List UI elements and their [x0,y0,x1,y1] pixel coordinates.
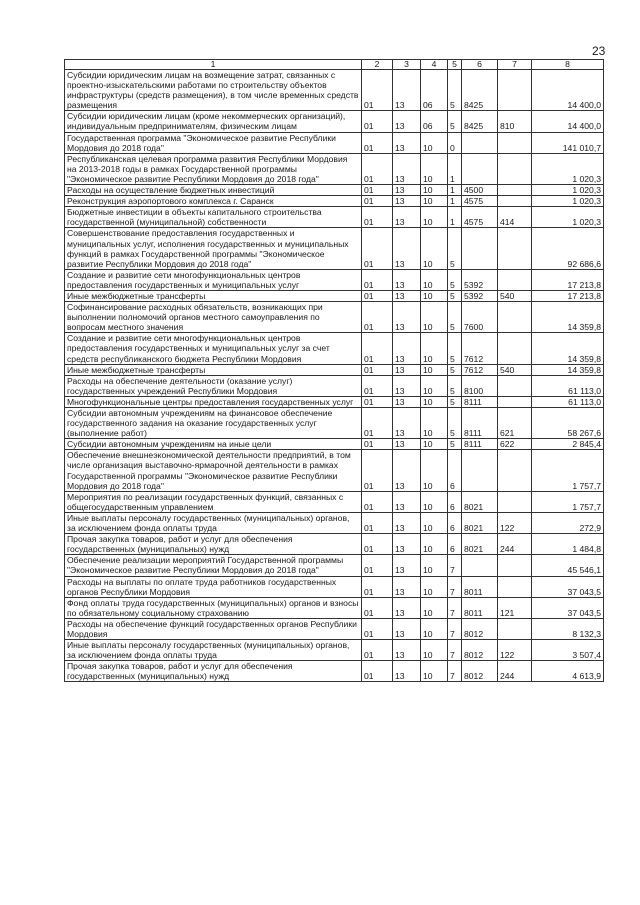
row-code-3: 13 [393,364,421,375]
row-code-3: 13 [393,576,421,597]
row-code-6: 8011 [462,576,498,597]
table-row [65,196,604,207]
row-code-2: 01 [362,408,393,439]
row-code-5: 5 [448,302,462,333]
row-code-5: 5 [448,364,462,375]
row-amount: 1 484,8 [532,534,604,555]
row-amount: 61 113,0 [532,396,604,407]
row-amount: 61 113,0 [532,375,604,396]
row-code-3: 13 [393,185,421,196]
row-name: Расходы на осуществление бюджетных инвестиций [65,185,362,196]
row-amount: 2 845,4 [532,439,604,450]
row-code-6: 8021 [462,534,498,555]
row-code-7 [498,185,532,196]
row-code-5: 1 [448,185,462,196]
row-code-2: 01 [362,597,393,618]
row-code-2: 01 [362,228,393,269]
row-code-7 [498,228,532,269]
row-code-5: 1 [448,196,462,207]
row-code-6 [462,450,498,491]
row-amount: 17 213,8 [532,269,604,290]
row-code-7 [498,555,532,576]
row-code-6: 8012 [462,618,498,639]
row-code-7 [498,333,532,364]
row-code-6 [462,132,498,153]
table-row [65,512,604,533]
row-code-2: 01 [362,153,393,184]
row-code-3: 13 [393,450,421,491]
row-code-2: 01 [362,207,393,228]
row-code-4: 10 [421,375,448,396]
row-code-7: 244 [498,661,532,682]
row-code-7 [498,196,532,207]
table-row [65,555,604,576]
row-name: Реконструкция аэропортового комплекса г. Саранск [65,196,362,207]
row-name: Субсидии юридическим лицам на возмещение затрат, связанных с проектно-изыскательскими работами по строительству объектов инфраструктуры (средств размещения), в том числе временных средств размещения [65,70,362,111]
table-row [65,534,604,555]
row-code-5: 1 [448,153,462,184]
row-code-7 [498,153,532,184]
row-code-2: 01 [362,576,393,597]
page-number: 23 [592,44,606,58]
row-name: Субсидии автономным учреждениям на иные цели [65,439,362,450]
row-code-2: 01 [362,640,393,661]
table-row [65,491,604,512]
row-code-4: 06 [421,111,448,132]
row-code-5: 7 [448,576,462,597]
row-code-3: 13 [393,618,421,639]
row-name: Фонд оплаты труда государственных (муниципальных) органов и взносы по обязательному социальному страхованию [65,597,362,618]
row-code-6: 8425 [462,70,498,111]
row-name: Иные межбюджетные трансферты [65,290,362,301]
row-code-7 [498,618,532,639]
row-name: Расходы на обеспечение деятельности (оказание услуг) государственных учреждений Республики Мордовия [65,375,362,396]
row-code-3: 13 [393,290,421,301]
column-header: 6 [462,60,498,70]
row-code-5: 6 [448,534,462,555]
row-code-2: 01 [362,534,393,555]
row-code-7: 244 [498,534,532,555]
row-code-6: 5392 [462,269,498,290]
row-code-4: 06 [421,70,448,111]
row-amount: 14 400,0 [532,111,604,132]
row-code-4: 10 [421,290,448,301]
row-code-6: 8111 [462,396,498,407]
row-name: Республиканская целевая программа развития Республики Мордовия на 2013-2018 годы в рамках Государственной программы "Экономическое развитие Республики Мордовия до 2018 года" [65,153,362,184]
row-amount: 272,9 [532,512,604,533]
column-header: 3 [393,60,421,70]
row-name: Обеспечение реализации мероприятий Государственной программы "Экономическое развитие Республики Мордовия до 2018 года" [65,555,362,576]
row-code-7 [498,302,532,333]
row-amount: 37 043,5 [532,597,604,618]
row-code-4: 10 [421,555,448,576]
row-code-7 [498,375,532,396]
row-code-3: 13 [393,512,421,533]
row-code-6 [462,153,498,184]
row-code-6: 8012 [462,640,498,661]
row-amount: 141 010,7 [532,132,604,153]
row-code-4: 10 [421,640,448,661]
row-name: Многофункциональные центры предоставления государственных услуг [65,396,362,407]
row-code-6 [462,555,498,576]
column-header: 1 [65,60,362,70]
row-name: Субсидии юридическим лицам (кроме некоммерческих организаций), индивидуальным предпринимателям, физическим лицам [65,111,362,132]
table-row [65,269,604,290]
row-code-7 [498,576,532,597]
row-code-4: 10 [421,153,448,184]
row-name: Создание и развитие сети многофункциональных центров предоставления государственных и муниципальных услуг [65,269,362,290]
row-code-4: 10 [421,364,448,375]
row-code-7 [498,450,532,491]
table-row [65,70,604,111]
row-name: Создание и развитие сети многофункциональных центров предоставления государственных и муниципальных услуг за счет средств республиканского бюджета Республики Мордовия [65,333,362,364]
row-code-4: 10 [421,576,448,597]
row-code-4: 10 [421,333,448,364]
row-name: Расходы на выплаты по оплате труда работников государственных органов Республики Мордовия [65,576,362,597]
row-code-3: 13 [393,111,421,132]
row-code-2: 01 [362,512,393,533]
row-code-4: 10 [421,408,448,439]
row-code-3: 13 [393,302,421,333]
row-code-5: 7 [448,618,462,639]
row-code-6: 8111 [462,408,498,439]
row-code-2: 01 [362,70,393,111]
row-code-4: 10 [421,618,448,639]
row-amount: 45 546,1 [532,555,604,576]
row-code-6: 8425 [462,111,498,132]
row-code-4: 10 [421,207,448,228]
row-code-4: 10 [421,196,448,207]
row-code-3: 13 [393,70,421,111]
row-code-6: 5392 [462,290,498,301]
row-code-2: 01 [362,302,393,333]
row-name: Иные выплаты персоналу государственных (муниципальных) органов, за исключением фонда оплаты труда [65,640,362,661]
row-amount: 8 132,3 [532,618,604,639]
row-code-7: 621 [498,408,532,439]
row-code-4: 10 [421,491,448,512]
table-row [65,597,604,618]
row-code-2: 01 [362,364,393,375]
row-code-5: 7 [448,640,462,661]
row-code-4: 10 [421,396,448,407]
row-code-4: 10 [421,132,448,153]
table-row [65,333,604,364]
row-code-7: 414 [498,207,532,228]
row-code-2: 01 [362,196,393,207]
row-code-4: 10 [421,228,448,269]
row-code-7: 540 [498,290,532,301]
row-name: Прочая закупка товаров, работ и услуг для обеспечения государственных (муниципальных) нужд [65,661,362,682]
row-code-2: 01 [362,132,393,153]
row-name: Софинансирование расходных обязательств, возникающих при выполнении полномочий органов местного самоуправления по вопросам местного значения [65,302,362,333]
row-amount: 1 020,3 [532,185,604,196]
row-code-7: 810 [498,111,532,132]
row-code-4: 10 [421,512,448,533]
table-row [65,450,604,491]
row-code-2: 01 [362,450,393,491]
row-code-3: 13 [393,333,421,364]
row-amount: 1 757,7 [532,491,604,512]
row-amount: 1 757,7 [532,450,604,491]
row-name: Бюджетные инвестиции в объекты капитального строительства государственной (муниципальной) собственности [65,207,362,228]
row-code-5: 5 [448,70,462,111]
row-code-6: 8100 [462,375,498,396]
row-code-2: 01 [362,491,393,512]
table-body [65,70,604,682]
table-row [65,661,604,682]
row-code-4: 10 [421,597,448,618]
row-code-3: 13 [393,661,421,682]
row-code-3: 13 [393,640,421,661]
row-amount: 14 359,8 [532,302,604,333]
row-code-3: 13 [393,132,421,153]
row-code-4: 10 [421,302,448,333]
row-code-5: 5 [448,290,462,301]
column-header: 2 [362,60,393,70]
row-code-5: 5 [448,228,462,269]
row-amount: 4 613,9 [532,661,604,682]
row-code-7: 122 [498,640,532,661]
row-code-6: 8011 [462,597,498,618]
row-code-6: 4575 [462,196,498,207]
row-code-7 [498,396,532,407]
column-header: 5 [448,60,462,70]
table-row [65,228,604,269]
row-code-3: 13 [393,396,421,407]
row-code-7 [498,269,532,290]
row-code-5: 7 [448,661,462,682]
row-code-5: 5 [448,269,462,290]
row-code-7: 121 [498,597,532,618]
budget-table [64,59,604,682]
row-code-2: 01 [362,618,393,639]
row-code-3: 13 [393,269,421,290]
row-code-5: 1 [448,207,462,228]
row-code-3: 13 [393,375,421,396]
row-code-7 [498,132,532,153]
row-code-5: 6 [448,512,462,533]
table-row [65,302,604,333]
row-code-6: 8111 [462,439,498,450]
table-row [65,185,604,196]
row-name: Расходы на обеспечение функций государственных органов Республики Мордовия [65,618,362,639]
column-header: 4 [421,60,448,70]
row-amount: 14 359,8 [532,333,604,364]
row-code-6: 4500 [462,185,498,196]
row-code-5: 5 [448,375,462,396]
row-code-6: 8012 [462,661,498,682]
row-code-2: 01 [362,555,393,576]
row-code-6: 7612 [462,364,498,375]
row-code-2: 01 [362,333,393,364]
row-name: Иные выплаты персоналу государственных (муниципальных) органов, за исключением фонда оплаты труда [65,512,362,533]
row-amount: 1 020,3 [532,196,604,207]
row-code-4: 10 [421,269,448,290]
row-name: Прочая закупка товаров, работ и услуг для обеспечения государственных (муниципальных) нужд [65,534,362,555]
row-code-2: 01 [362,439,393,450]
table-row [65,640,604,661]
row-code-5: 0 [448,132,462,153]
row-amount: 92 686,6 [532,228,604,269]
row-code-6: 8021 [462,512,498,533]
table-row [65,618,604,639]
row-amount: 1 020,3 [532,207,604,228]
row-code-6 [462,228,498,269]
row-code-3: 13 [393,408,421,439]
row-code-7: 622 [498,439,532,450]
row-code-3: 13 [393,153,421,184]
table-row [65,439,604,450]
row-code-5: 5 [448,439,462,450]
row-code-6: 7612 [462,333,498,364]
table-row [65,207,604,228]
row-code-3: 13 [393,534,421,555]
row-code-5: 5 [448,111,462,132]
row-code-2: 01 [362,111,393,132]
row-code-3: 13 [393,228,421,269]
row-amount: 14 400,0 [532,70,604,111]
row-code-2: 01 [362,269,393,290]
row-code-2: 01 [362,661,393,682]
row-name: Государственная программа "Экономическое развитие Республики Мордовия до 2018 года" [65,132,362,153]
row-code-5: 5 [448,396,462,407]
row-code-6: 8021 [462,491,498,512]
row-code-4: 10 [421,185,448,196]
row-code-7: 540 [498,364,532,375]
table-row [65,111,604,132]
row-amount: 1 020,3 [532,153,604,184]
row-code-4: 10 [421,450,448,491]
row-code-3: 13 [393,491,421,512]
row-name: Мероприятия по реализации государственных функций, связанных с общегосударственным управлением [65,491,362,512]
row-code-2: 01 [362,375,393,396]
row-code-5: 5 [448,408,462,439]
row-name: Субсидии автономным учреждениям на финансовое обеспечение государственного задания на оказание государственных услуг (выполнение работ) [65,408,362,439]
row-code-2: 01 [362,185,393,196]
row-code-3: 13 [393,597,421,618]
table-row [65,375,604,396]
row-code-6: 4575 [462,207,498,228]
row-code-5: 6 [448,450,462,491]
table-row [65,290,604,301]
row-code-4: 10 [421,661,448,682]
table-row [65,576,604,597]
row-name: Иные межбюджетные трансферты [65,364,362,375]
row-code-5: 7 [448,555,462,576]
column-header: 8 [532,60,604,70]
row-code-6: 7600 [462,302,498,333]
row-code-4: 10 [421,534,448,555]
row-name: Совершенствование предоставления государственных и муниципальных услуг, исполнения государственных и муниципальных функций в рамках Государственной программы "Экономическое развитие Республики Мордовия до 2018 года" [65,228,362,269]
row-code-5: 6 [448,491,462,512]
row-code-5: 7 [448,597,462,618]
table-row [65,364,604,375]
table-row [65,408,604,439]
row-code-3: 13 [393,207,421,228]
row-code-5: 5 [448,333,462,364]
row-code-3: 13 [393,196,421,207]
column-header: 7 [498,60,532,70]
row-code-7 [498,70,532,111]
table-row [65,132,604,153]
row-code-3: 13 [393,555,421,576]
row-code-3: 13 [393,439,421,450]
table-row [65,153,604,184]
table-header-row [65,60,604,70]
row-amount: 17 213,8 [532,290,604,301]
row-name: Обеспечение внешнеэкономической деятельности предприятий, в том числе организация выставочно-ярмарочной деятельности в рамках Государственной программы "Экономическое развитие Республики Мордовия до 2018 года" [65,450,362,491]
row-amount: 37 043,5 [532,576,604,597]
row-amount: 58 267,6 [532,408,604,439]
row-code-2: 01 [362,396,393,407]
row-code-7 [498,491,532,512]
table-row [65,396,604,407]
row-amount: 14 359,8 [532,364,604,375]
row-code-7: 122 [498,512,532,533]
row-code-4: 10 [421,439,448,450]
row-code-2: 01 [362,290,393,301]
row-amount: 3 507,4 [532,640,604,661]
